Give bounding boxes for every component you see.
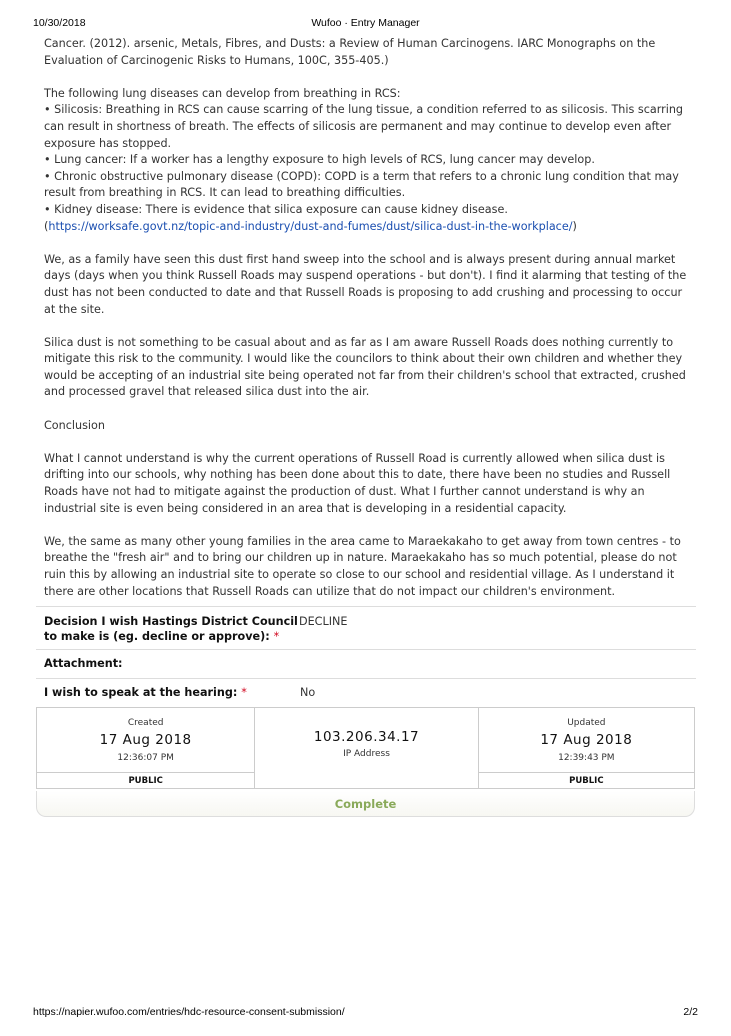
paren-close: ) [572, 219, 577, 233]
ip-caption: IP Address [343, 749, 390, 759]
complete-status-button[interactable]: Complete [36, 791, 695, 817]
paragraph-lung-diseases [44, 86, 694, 235]
entry-fields [36, 606, 696, 707]
updated-info [479, 708, 694, 788]
paragraph-family: We, as a family have seen this dust first hand sweep into the school and is always present during annual market days (days when you think Russell Roads may suspend operations - but don't). I find it alarming that testing of the dust has not been conducted to date and that Russell Roads is proposing to add crushing and processing to occur at the site. [44, 252, 687, 316]
created-visibility: PUBLIC [37, 772, 254, 790]
decision-value: DECLINE [299, 615, 348, 628]
speak-label [44, 685, 300, 707]
paragraph-conclusion-heading: Conclusion [44, 418, 105, 432]
entry-meta [36, 707, 695, 789]
required-marker: * [241, 686, 247, 699]
created-time: 12:36:07 PM [117, 753, 174, 763]
worksafe-link-group [44, 220, 577, 233]
print-date: 10/30/2018 [33, 17, 86, 29]
page-number: 2/2 [683, 1006, 698, 1018]
paragraph-citation: Cancer. (2012). arsenic, Metals, Fibres, and Dusts: a Review of Human Carcinogens. IARC Monographs on the Evaluation of Carcinogenic Risks to Humans, 100C, 355-405.) [44, 37, 656, 67]
speak-label-text: I wish to speak at the hearing: [44, 686, 238, 699]
field-attachment [36, 649, 696, 678]
print-header [0, 17, 731, 31]
bullet-lung-cancer: • Lung cancer: If a worker has a lengthy exposure to high levels of RCS, lung cancer may develop. [44, 153, 595, 167]
field-speak-at-hearing [36, 678, 696, 707]
attachment-label: Attachment: [44, 657, 123, 670]
bullet-kidney: • Kidney disease: There is evidence that silica exposure can cause kidney disease. [44, 202, 508, 216]
ip-info [255, 708, 478, 788]
print-url: https://napier.wufoo.com/entries/hdc-resource-consent-submission/ [33, 1006, 345, 1018]
decision-label [44, 614, 299, 649]
lung-diseases-intro: The following lung diseases can develop from breathing in RCS: [44, 86, 401, 100]
speak-value: No [300, 686, 316, 699]
paragraph-conclusion: What I cannot understand is why the current operations of Russell Road is currently allowed when silica dust is drifting into our schools, why nothing has been done about this to date, there have been no studies and Russell Roads have not had to mitigate against the production of dust. What I further cannot understand is why an industrial site is even being considered in an area that is developing in a residential capacity. [44, 451, 671, 515]
paren-open: ( [44, 219, 49, 233]
paragraph-silica-risk: Silica dust is not something to be casual about and as far as I am aware Russell Roads does nothing currently to mitigate this risk to the community. I would like the councilors to think about their own children and whether they would be accepting of an industrial site being operated not far from their children's school that extracted, crushed and processed gravel that released silica dust into the air. [44, 335, 686, 399]
required-marker: * [273, 630, 280, 643]
decision-label-text: Decision I wish Hastings District Council to make is (eg. decline or approve): [44, 615, 298, 643]
updated-visibility: PUBLIC [479, 772, 694, 790]
print-title: Wufoo · Entry Manager [311, 17, 420, 29]
updated-date: 17 Aug 2018 [540, 732, 633, 748]
created-date: 17 Aug 2018 [99, 732, 192, 748]
updated-caption: Updated [567, 718, 606, 728]
worksafe-link[interactable]: https://worksafe.govt.nz/topic-and-industry/dust-and-fumes/dust/silica-dust-in-the-workplace/ [48, 219, 573, 233]
entry-body-text [44, 36, 694, 617]
bullet-silicosis: • Silicosis: Breathing in RCS can cause scarring of the lung tissue, a condition referred to as silicosis. This scarring can result in shortness of breath. The effects of silicosis are permanent and may continue to develop even after exposure has stopped. [44, 103, 684, 150]
created-caption: Created [127, 718, 164, 728]
paragraph-closing: We, the same as many other young families in the area came to Maraekakaho to get away from town centres - to breathe the "fresh air" and to bring our children up in nature. Maraekakaho has so much potential, please do not ruin this by allowing an industrial site to operate so close to our school and residential village. As I understand it there are other locations that Russell Roads can utilize that do not impact our children's environment. [44, 534, 681, 598]
created-info [37, 708, 255, 788]
bullet-copd: • Chronic obstructive pulmonary disease (COPD): COPD is a term that refers to a chronic lung condition that may result from breathing in RCS. It can lead to breathing difficulties. [44, 169, 679, 200]
updated-time: 12:39:43 PM [558, 753, 615, 763]
field-decision [36, 606, 696, 649]
ip-address: 103.206.34.17 [313, 729, 420, 745]
